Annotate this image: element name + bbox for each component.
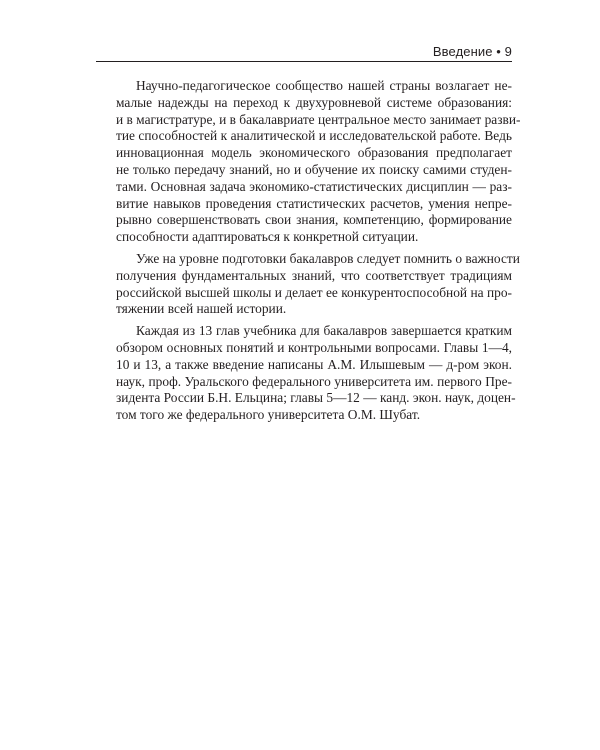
text-line: рывно совершенствовать свои знания, компетенцию, формирование (116, 212, 512, 228)
text-line: и в магистратуре, и в бакалавриате центральное место занимает разви- (116, 111, 521, 127)
text-line: получения фундаментальных знаний, что соответствует традициям (116, 267, 512, 283)
text-line: зидента России Б.Н. Ельцина; главы 5—12 — канд. экон. наук, доцен- (116, 390, 516, 406)
bullet-separator: • (496, 44, 501, 59)
text-line: витие навыков проведения статистических расчетов, умения непре- (116, 195, 512, 211)
text-line: тие способностей к аналитической и исследовательской работе. Ведь (116, 128, 512, 144)
body-text (96, 78, 521, 429)
text-line: способности адаптироваться к конкретной ситуации. (116, 229, 419, 245)
text-line: Уже на уровне подготовки бакалавров следует помнить о важности (136, 250, 520, 266)
text-line: тами. Основная задача экономико-статистических дисциплин — раз- (116, 178, 512, 194)
paragraph-3 (96, 323, 516, 424)
paragraph-2 (96, 250, 520, 318)
paragraph-1 (96, 78, 521, 246)
text-line: малые надежды на переход к двухуровневой системе образования: (116, 94, 512, 110)
text-line: инновационная модель экономического образования предполагает (116, 145, 512, 161)
section-title: Введение (432, 44, 493, 59)
text-line: тяжении всей нашей истории. (116, 301, 287, 317)
running-head-text (433, 44, 512, 59)
text-line: том того же федерального университета О.М. Шубат. (116, 407, 421, 423)
text-line: 10 и 13, а также введение написаны А.М. Илышевым — д-ром экон. (116, 356, 512, 372)
text-line: наук, проф. Уральского федерального университета им. первого Пре- (116, 373, 512, 389)
text-line: Научно-педагогическое сообщество нашей страны возлагает не- (136, 78, 512, 93)
running-head (96, 41, 512, 62)
text-line: не только передачу знаний, но и обучение их поиску самими студен- (116, 161, 512, 177)
text-line: российской высшей школы и делает ее конкурентоспособной на про- (116, 284, 512, 300)
page-number: 9 (504, 44, 512, 59)
text-line: обзором основных понятий и контрольными вопросами. Главы 1—4, (116, 339, 512, 355)
text-line: Каждая из 13 глав учебника для бакалавров завершается кратким (136, 323, 512, 339)
